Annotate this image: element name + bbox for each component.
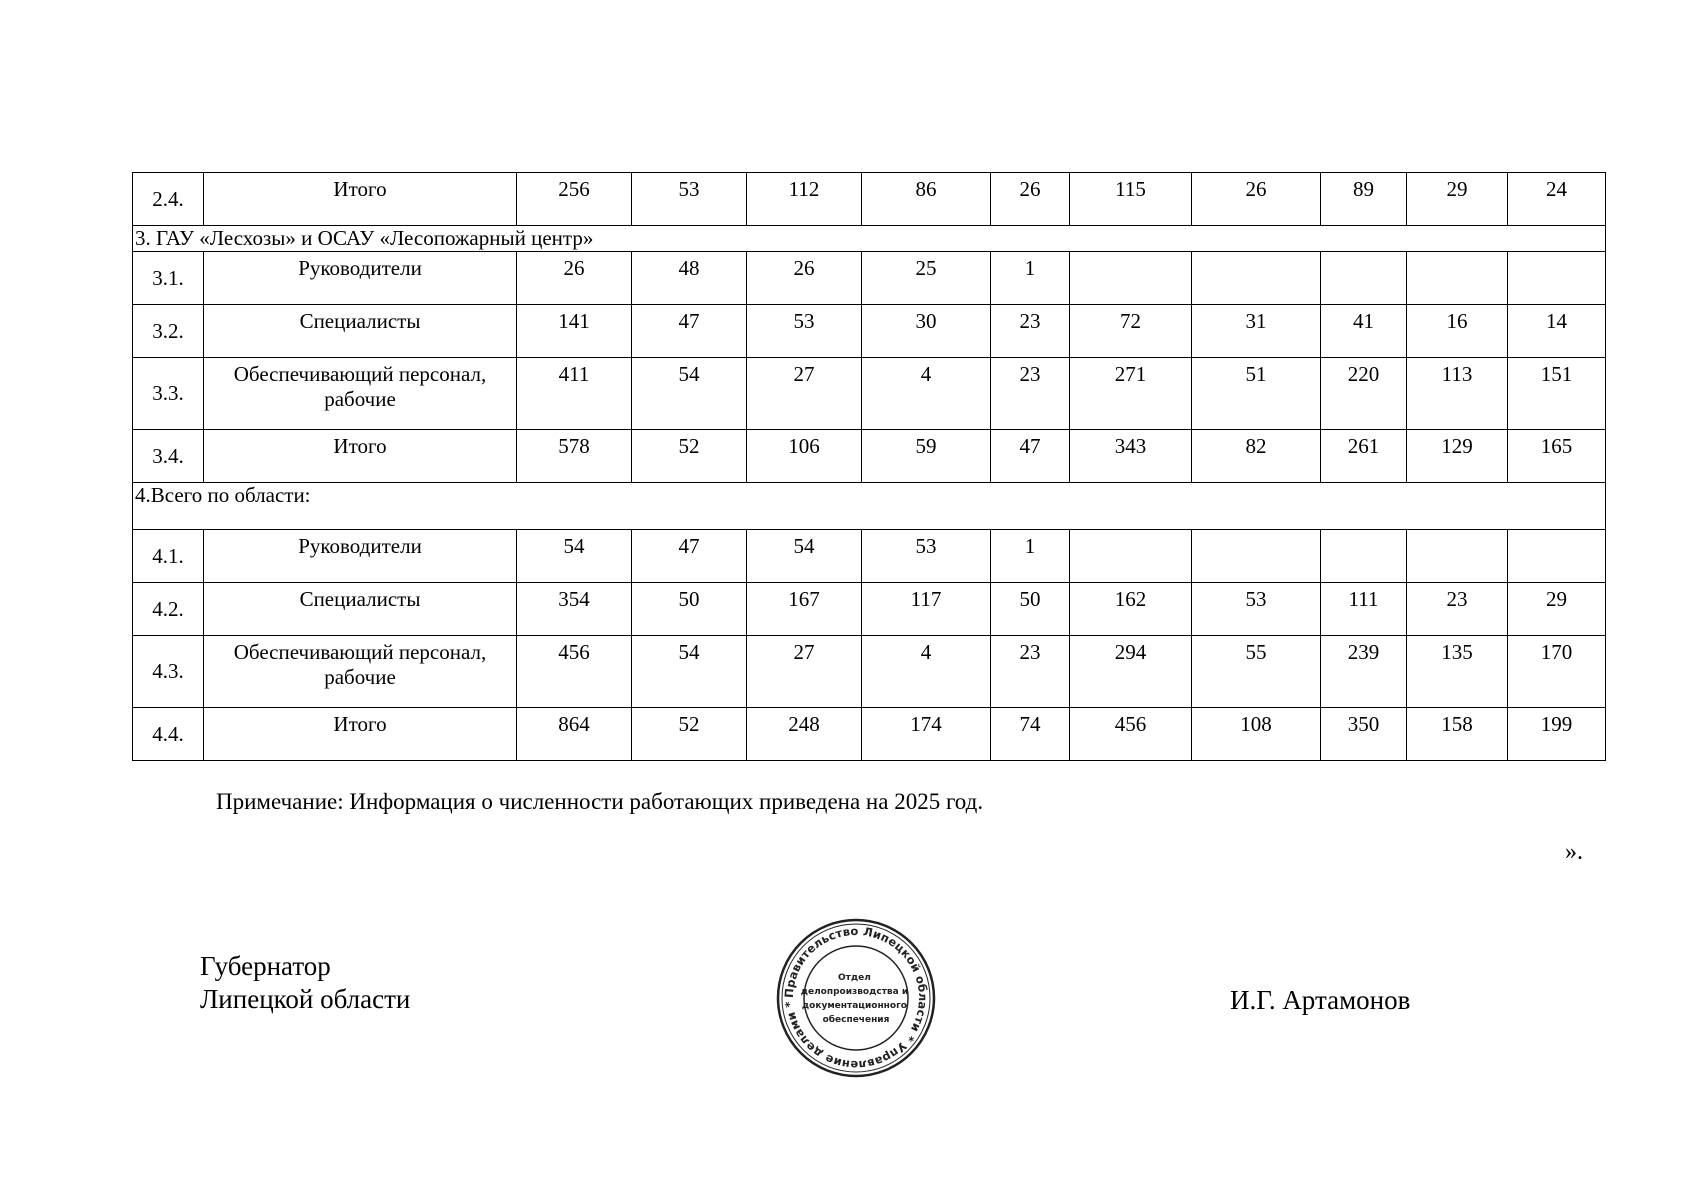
row-number: 4.3. [133, 636, 204, 708]
table-note: Примечание: Информация о численности работающих приведена на 2025 год. [216, 789, 984, 814]
value-cell: 256 [517, 173, 632, 226]
row-number: 4.2. [133, 583, 204, 636]
row-category: Специалисты [204, 305, 517, 358]
table-row [133, 530, 1606, 583]
value-cell: 30 [862, 305, 991, 358]
value-cell: 174 [862, 708, 991, 761]
value-cell: 4 [862, 358, 991, 430]
closing-quote: ». [1565, 839, 1583, 865]
value-cell [1070, 530, 1192, 583]
value-cell: 29 [1407, 173, 1508, 226]
signatory-position [200, 950, 410, 1016]
value-cell [1321, 530, 1407, 583]
value-cell: 23 [991, 305, 1070, 358]
value-cell [1407, 252, 1508, 305]
value-cell: 248 [747, 708, 862, 761]
value-cell: 25 [862, 252, 991, 305]
value-cell: 47 [991, 430, 1070, 483]
table-row [133, 636, 1606, 708]
official-seal [776, 918, 936, 1078]
value-cell: 74 [991, 708, 1070, 761]
value-cell [1192, 530, 1321, 583]
value-cell: 31 [1192, 305, 1321, 358]
value-cell: 53 [862, 530, 991, 583]
value-cell: 54 [632, 358, 747, 430]
row-number: 3.3. [133, 358, 204, 430]
row-number: 4.4. [133, 708, 204, 761]
value-cell: 354 [517, 583, 632, 636]
value-cell: 27 [747, 636, 862, 708]
value-cell: 456 [1070, 708, 1192, 761]
value-cell: 59 [862, 430, 991, 483]
value-cell: 170 [1508, 636, 1606, 708]
value-cell: 16 [1407, 305, 1508, 358]
value-cell: 112 [747, 173, 862, 226]
value-cell: 54 [517, 530, 632, 583]
value-cell: 27 [747, 358, 862, 430]
row-category: Обеспечивающий персонал, рабочие [204, 358, 517, 430]
staff-table [132, 172, 1606, 761]
value-cell: 47 [632, 305, 747, 358]
value-cell: 26 [517, 252, 632, 305]
value-cell: 115 [1070, 173, 1192, 226]
value-cell: 141 [517, 305, 632, 358]
value-cell: 162 [1070, 583, 1192, 636]
row-category: Руководители [204, 252, 517, 305]
row-category: Итого [204, 430, 517, 483]
value-cell [1192, 252, 1321, 305]
value-cell: 50 [632, 583, 747, 636]
value-cell: 26 [991, 173, 1070, 226]
value-cell: 111 [1321, 583, 1407, 636]
value-cell [1508, 530, 1606, 583]
table-row [133, 305, 1606, 358]
table-row [133, 430, 1606, 483]
svg-text:Правительство Липецкой области: Правительство Липецкой области * Управление делами * [781, 923, 931, 1073]
value-cell: 47 [632, 530, 747, 583]
value-cell: 1 [991, 530, 1070, 583]
value-cell: 220 [1321, 358, 1407, 430]
value-cell: 52 [632, 708, 747, 761]
signatory-name: И.Г. Артамонов [1230, 985, 1411, 1015]
table-row [133, 173, 1606, 226]
value-cell: 82 [1192, 430, 1321, 483]
value-cell: 29 [1508, 583, 1606, 636]
value-cell: 864 [517, 708, 632, 761]
section-header-row [133, 483, 1606, 530]
value-cell: 54 [632, 636, 747, 708]
value-cell: 86 [862, 173, 991, 226]
value-cell: 106 [747, 430, 862, 483]
row-number: 4.1. [133, 530, 204, 583]
value-cell: 4 [862, 636, 991, 708]
row-number: 2.4. [133, 173, 204, 226]
value-cell [1407, 530, 1508, 583]
value-cell: 48 [632, 252, 747, 305]
row-category: Итого [204, 708, 517, 761]
table-body [133, 173, 1606, 761]
value-cell: 55 [1192, 636, 1321, 708]
table-row [133, 583, 1606, 636]
value-cell: 167 [747, 583, 862, 636]
value-cell: 113 [1407, 358, 1508, 430]
value-cell: 24 [1508, 173, 1606, 226]
value-cell: 53 [1192, 583, 1321, 636]
value-cell: 26 [747, 252, 862, 305]
position-line-1: Губернатор [200, 951, 331, 981]
row-number: 3.1. [133, 252, 204, 305]
row-category: Итого [204, 173, 517, 226]
row-category: Обеспечивающий персонал, рабочие [204, 636, 517, 708]
table-row [133, 358, 1606, 430]
value-cell: 158 [1407, 708, 1508, 761]
value-cell: 350 [1321, 708, 1407, 761]
row-category: Руководители [204, 530, 517, 583]
table-row [133, 708, 1606, 761]
value-cell: 271 [1070, 358, 1192, 430]
position-line-2: Липецкой области [200, 984, 411, 1014]
value-cell: 151 [1508, 358, 1606, 430]
value-cell: 26 [1192, 173, 1321, 226]
value-cell: 108 [1192, 708, 1321, 761]
value-cell [1070, 252, 1192, 305]
table-row [133, 252, 1606, 305]
svg-text:Отдел делопроизводства и: Отдел делопроизводства и документационного обеспечения [800, 973, 909, 1025]
value-cell: 199 [1508, 708, 1606, 761]
value-cell: 1 [991, 252, 1070, 305]
value-cell [1508, 252, 1606, 305]
value-cell: 117 [862, 583, 991, 636]
value-cell: 129 [1407, 430, 1508, 483]
value-cell: 41 [1321, 305, 1407, 358]
value-cell: 578 [517, 430, 632, 483]
value-cell: 52 [632, 430, 747, 483]
value-cell: 23 [991, 358, 1070, 430]
value-cell: 165 [1508, 430, 1606, 483]
value-cell: 23 [991, 636, 1070, 708]
value-cell: 411 [517, 358, 632, 430]
value-cell: 53 [632, 173, 747, 226]
row-number: 3.4. [133, 430, 204, 483]
value-cell: 261 [1321, 430, 1407, 483]
value-cell: 53 [747, 305, 862, 358]
value-cell: 54 [747, 530, 862, 583]
value-cell: 135 [1407, 636, 1508, 708]
value-cell: 23 [1407, 583, 1508, 636]
value-cell: 50 [991, 583, 1070, 636]
row-number: 3.2. [133, 305, 204, 358]
value-cell: 14 [1508, 305, 1606, 358]
value-cell: 72 [1070, 305, 1192, 358]
value-cell: 456 [517, 636, 632, 708]
section-header-row [133, 226, 1606, 252]
value-cell: 51 [1192, 358, 1321, 430]
section-label: 4.Всего по области: [133, 483, 1606, 530]
value-cell: 294 [1070, 636, 1192, 708]
value-cell: 239 [1321, 636, 1407, 708]
section-label: 3. ГАУ «Лесхозы» и ОСАУ «Лесопожарный центр» [133, 226, 1606, 252]
value-cell: 343 [1070, 430, 1192, 483]
row-category: Специалисты [204, 583, 517, 636]
value-cell [1321, 252, 1407, 305]
value-cell: 89 [1321, 173, 1407, 226]
